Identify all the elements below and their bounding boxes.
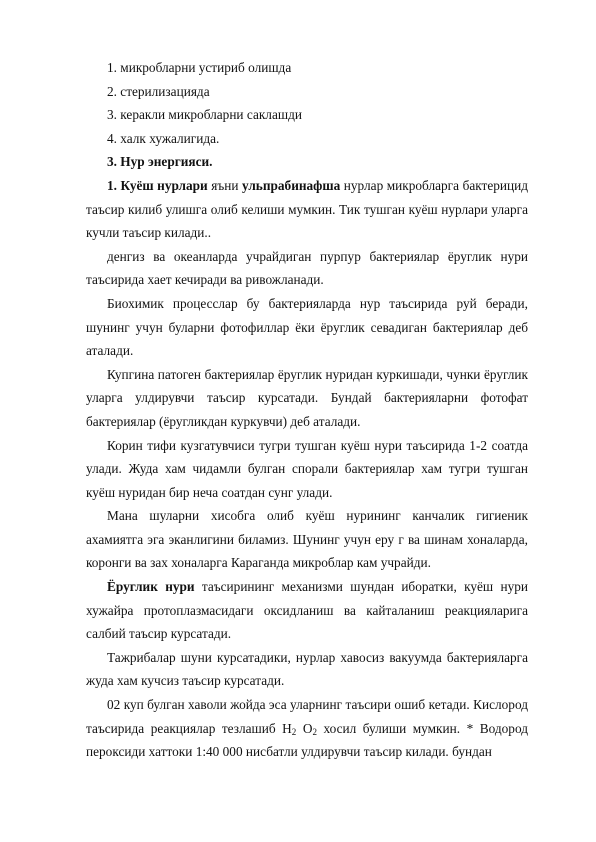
paragraph-8: Тажрибалар шуни курсатадики, нурлар хавосиз вакуумда бактерияларга жуда хам кучсиз таъсир курсатади. [86, 649, 528, 689]
paragraph-3: Биохимик процесслар бу бактерияларда нур таъсирида руй беради, шунинг учун буларни фотофиллар ёки ёруглик севадиган бактериялар деб аталади. [86, 295, 528, 359]
paragraph-text: нурлар микробларга бактерицид таъсир килиб улишга олиб келиши мумкин. Тик тушган куёш нурлари уларга кучли таъсир килади.. [86, 177, 529, 241]
bold-term: 1. Куёш нурлари [107, 177, 208, 193]
paragraph-5: Корин тифи кузгатувчиси тугри тушган куёш нури таъсирида 1-2 соатда улади. Жуда хам чидамли булган спорали бактериялар хам тугри тушган куёш нуридан бир неча соатдан сунг улади. [86, 437, 528, 500]
bold-term: Ёруглик нури [107, 579, 195, 595]
list-item: 4. халк хужалигида. [107, 130, 220, 146]
paragraph-text: O [296, 720, 313, 736]
paragraph-6: Мана шуларни хисобга олиб куёш нурининг канчалик гигиеник ахамиятга эга эканлигини биламиз. Шунинг учун еру г ва шинам хоналарда, коронги ва зах хоналарга Караганда микроблар кам учрайди. [86, 508, 528, 571]
paragraph-text: яъни [207, 177, 243, 193]
bold-term: ульпрабинафша [242, 177, 341, 193]
subscript: 2 [312, 726, 317, 737]
paragraph-7 [86, 575, 528, 646]
paragraph-text: 02 куп булган хаволи жойда эса уларнинг таъсири ошиб кетади. Кислород таъсирида реакциялар тезлашиб H [86, 697, 528, 736]
paragraph-1 [86, 174, 528, 245]
list-item: 3. керакли микробларни саклашди [107, 107, 302, 123]
paragraph-2: денгиз ва океанларда учрайдиган пурпур бактериялар ёруглик нури таъсирида хает кечиради ва ривожланади. [86, 248, 528, 288]
list-item: 2. стерилизацияда [107, 83, 210, 99]
paragraph-9 [86, 693, 528, 764]
numbered-list [86, 56, 528, 150]
paragraph-text: таъсирининг механизми шундан иборатки, куёш нури хужайра протоплазмасидаги оксидланиш ва кайталаниш реакцияларига салбий таъсир курсатади. [86, 579, 528, 642]
list-item: 1. микробларни устириб олишда [107, 60, 292, 75]
subscript: 2 [291, 726, 297, 737]
paragraph-4: Купгина патоген бактериялар ёруглик нуридан куркишади, чунки ёруглик уларга улдирувчи таъсир курсатади. Бундай бактерияларни фотофат бактериялар (ёругликдан куркувчи) деб аталади. [86, 366, 528, 429]
paragraph-text: хосил булиши мумкин. * Водород пероксиди хаттоки 1:40 000 нисбатли улдирувчи таъсир килади. бундан [86, 720, 528, 760]
section-heading: 3. Нур энергияси. [107, 154, 213, 170]
